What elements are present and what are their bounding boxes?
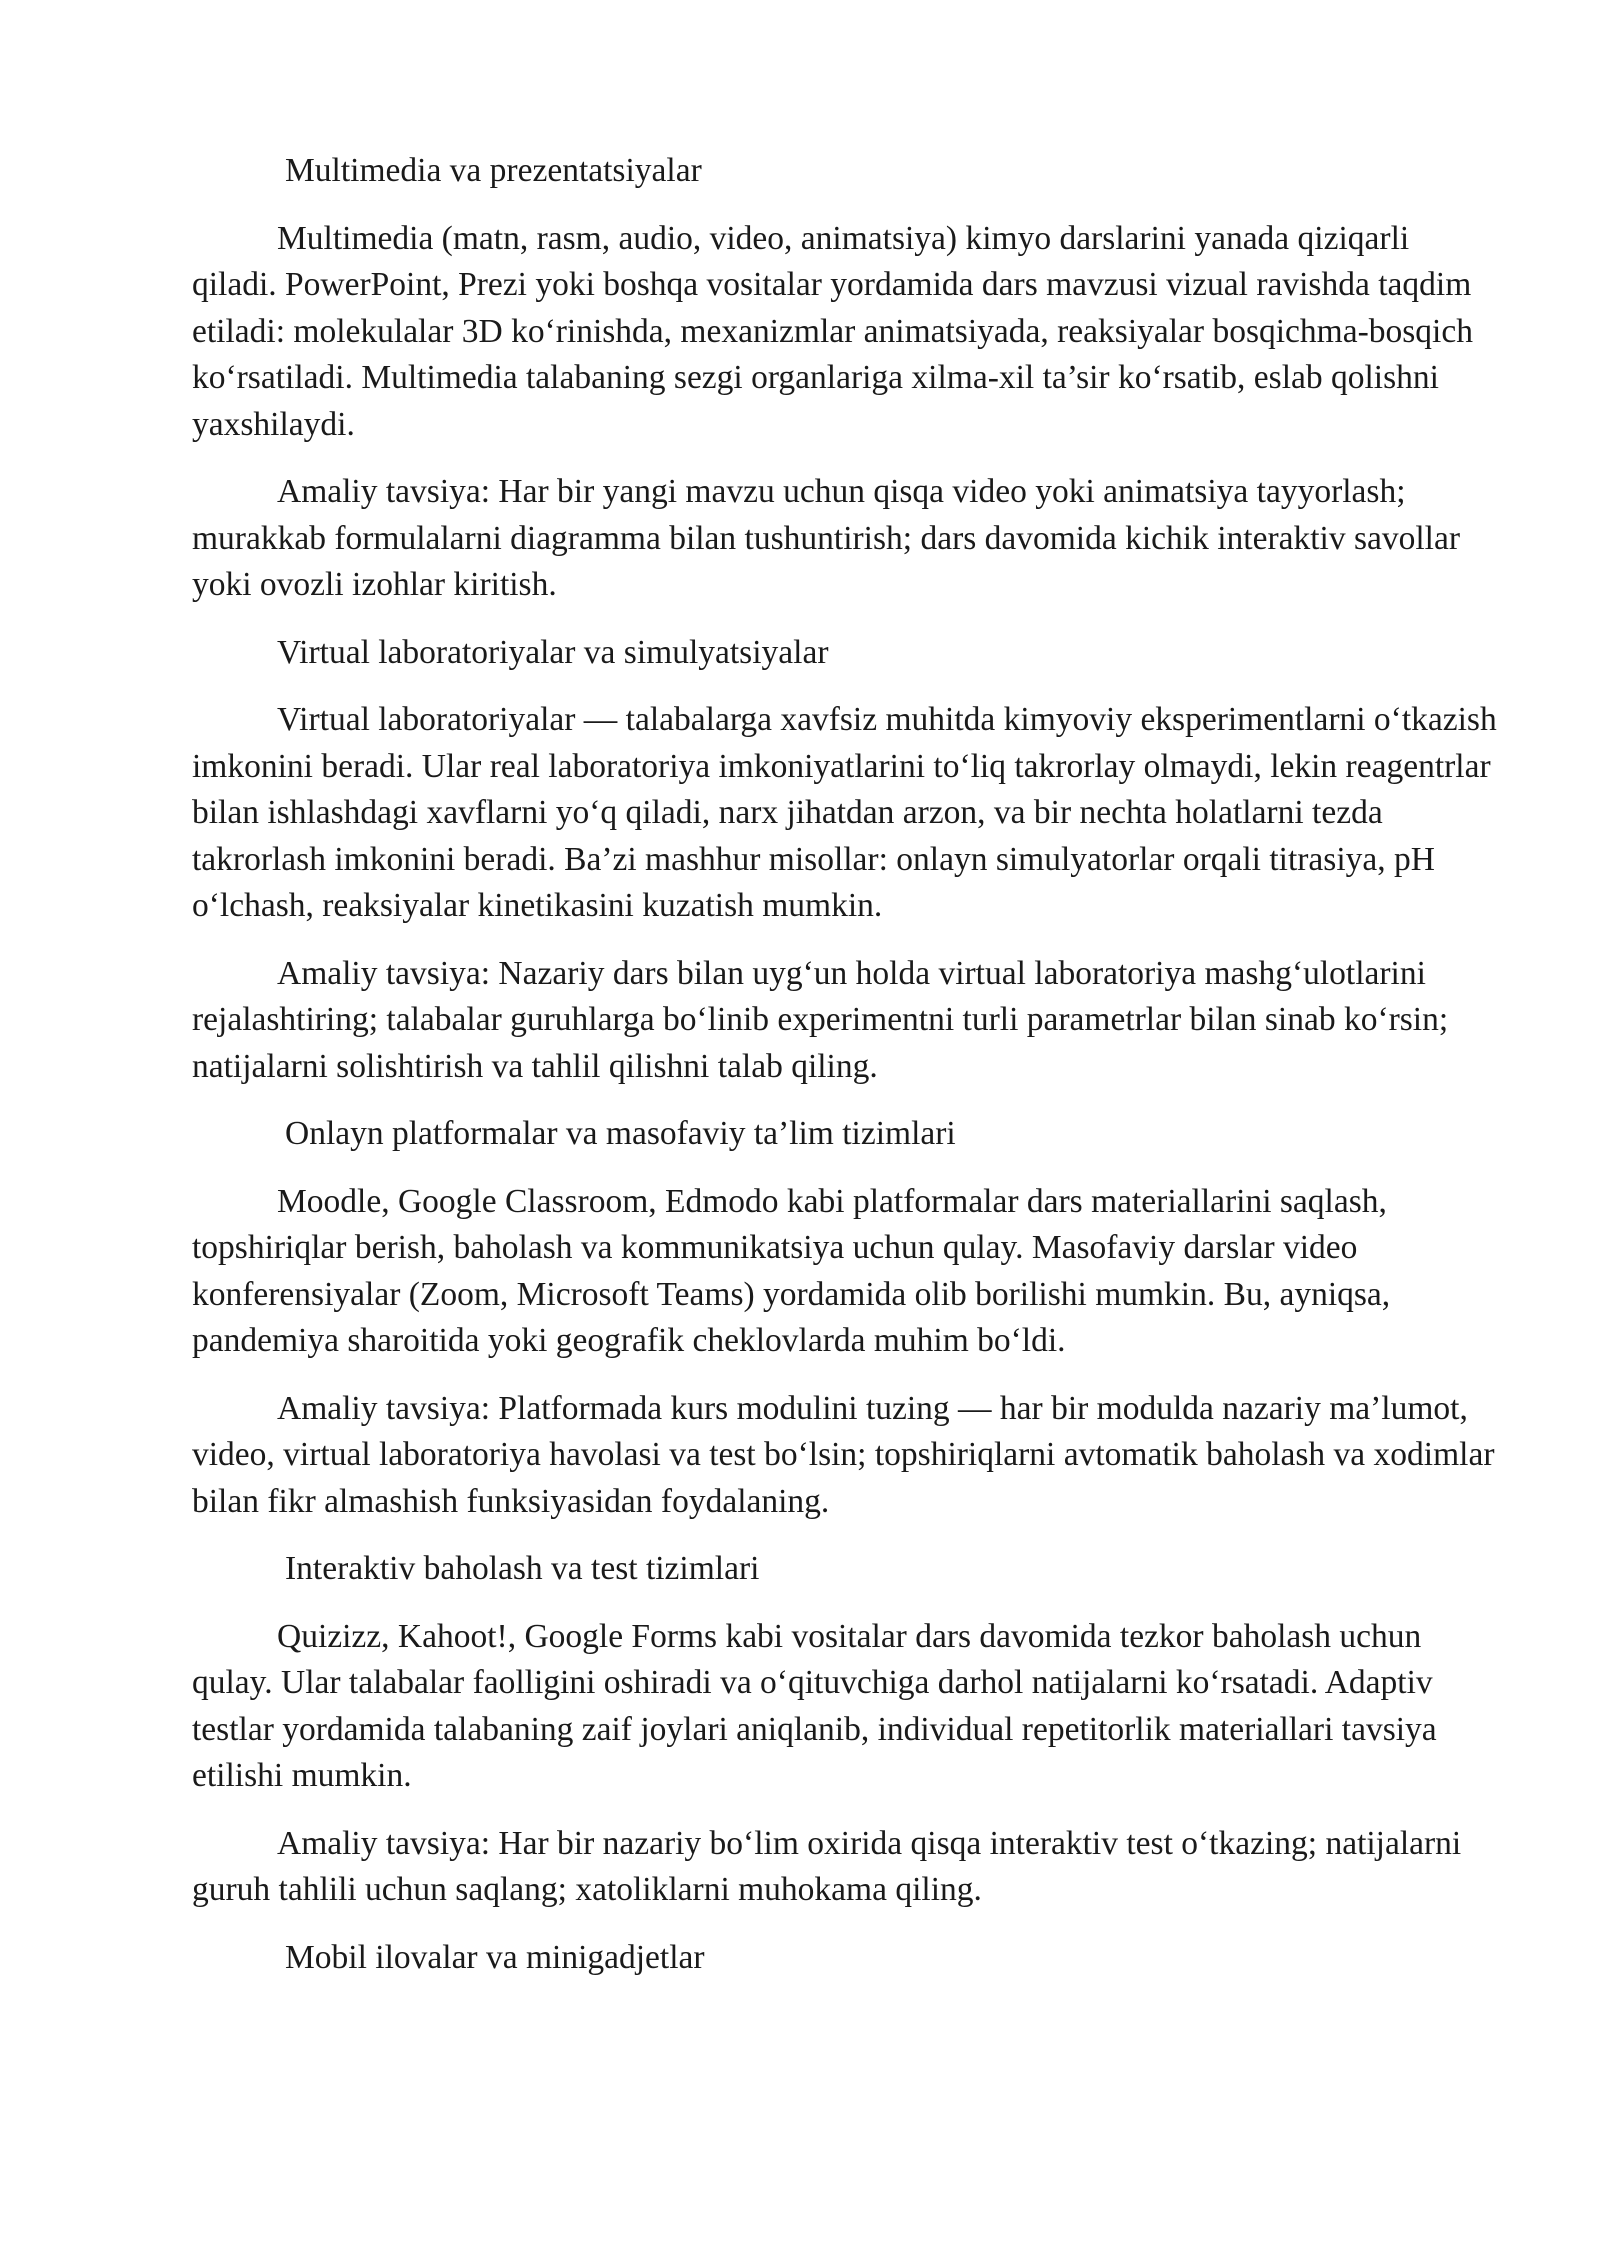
- paragraph-virtual-labs-description: Virtual laboratoriyalar — talabalarga xavfsiz muhitda kimyoviy eksperimentlarni o‘tkazish imkonini beradi. Ular real laboratoriya imkoniyatlarini to‘liq takrorlay olmaydi, lekin reagentrlar bilan ishlashdagi xavflarni yo‘q qiladi, narx jihatdan arzon, va bir nechta holatlarni tezda takrorlash imkonini beradi. Ba’zi mashhur misollar: onlayn simulyatorlar orqali titrasiya, pH o‘lchash, reaksiyalar kinetikasini kuzatish mumkin.: [192, 701, 1497, 924]
- paragraph-multimedia-recommendation: Amaliy tavsiya: Har bir yangi mavzu uchun qisqa video yoki animatsiya tayyorlash; murakkab formulalarni diagramma bilan tushuntirish; dars davomida kichik interaktiv savollar yoki ovozli izohlar kiritish.: [192, 473, 1461, 603]
- section-heading-online-platforms: Onlayn platformalar va masofaviy ta’lim tizimlari: [285, 1115, 956, 1152]
- paragraph-online-platforms-recommendation: Amaliy tavsiya: Platformada kurs modulini tuzing — har bir modulda nazariy ma’lumot, video, virtual laboratoriya havolasi va test bo‘lsin; topshiriqlarni avtomatik baholash va xodimlar bilan fikr almashish funksiyasidan foydalaning.: [192, 1389, 1495, 1520]
- paragraph-interactive-assessment-recommendation: Amaliy tavsiya: Har bir nazariy bo‘lim oxirida qisqa interaktiv test o‘tkazing; natijalarni guruh tahlili uchun saqlang; xatoliklarni muhokama qiling.: [192, 1824, 1462, 1908]
- section-heading-interactive-assessment: Interaktiv baholash va test tizimlari: [285, 1550, 760, 1587]
- paragraph-virtual-labs-recommendation: Amaliy tavsiya: Nazariy dars bilan uyg‘un holda virtual laboratoriya mashg‘ulotlarini rejalashtiring; talabalar guruhlarga bo‘linib experimentni turli parametrlar bilan sinab ko‘rsin; natijalarni solishtirish va tahlil qilishni talab qiling.: [192, 954, 1449, 1085]
- paragraph-multimedia-description: Multimedia (matn, rasm, audio, video, animatsiya) kimyo darslarini yanada qiziqarli qiladi. PowerPoint, Prezi yoki boshqa vositalar yordamida dars mavzusi vizual ravishda taqdim etiladi: molekulalar 3D ko‘rinishda, mexanizmlar animatsiyada, reaksiyalar bosqichma-bosqich ko‘rsatiladi. Multimedia talabaning sezgi organlariga xilma-xil ta’sir ko‘rsatib, eslab qolishni yaxshilaydi.: [192, 219, 1473, 443]
- section-heading-multimedia: Multimedia va prezentatsiyalar: [285, 152, 702, 189]
- section-heading-virtual-labs: Virtual laboratoriyalar va simulyatsiyalar: [277, 633, 829, 671]
- paragraph-interactive-assessment-description: Quizizz, Kahoot!, Google Forms kabi vositalar dars davomida tezkor baholash uchun qulay. Ular talabalar faolligini oshiradi va o‘qituvchiga darhol natijalarni ko‘rsatadi. Adaptiv testlar yordamida talabaning zaif joylari aniqlanib, individual repetitorlik materiallari tavsiya etilishi mumkin.: [192, 1617, 1437, 1794]
- paragraph-online-platforms-description: Moodle, Google Classroom, Edmodo kabi platformalar dars materiallarini saqlash, topshiriqlar berish, baholash va kommunikatsiya uchun qulay. Masofaviy darslar video konferensiyalar (Zoom, Microsoft Teams) yordamida olib borilishi mumkin. Bu, ayniqsa, pandemiya sharoitida yoki geografik cheklovlarda muhim bo‘ldi.: [192, 1182, 1391, 1359]
- document-body: [192, 148, 1502, 2002]
- section-heading-mobile-apps: Mobil ilovalar va minigadjetlar: [285, 1938, 705, 1976]
